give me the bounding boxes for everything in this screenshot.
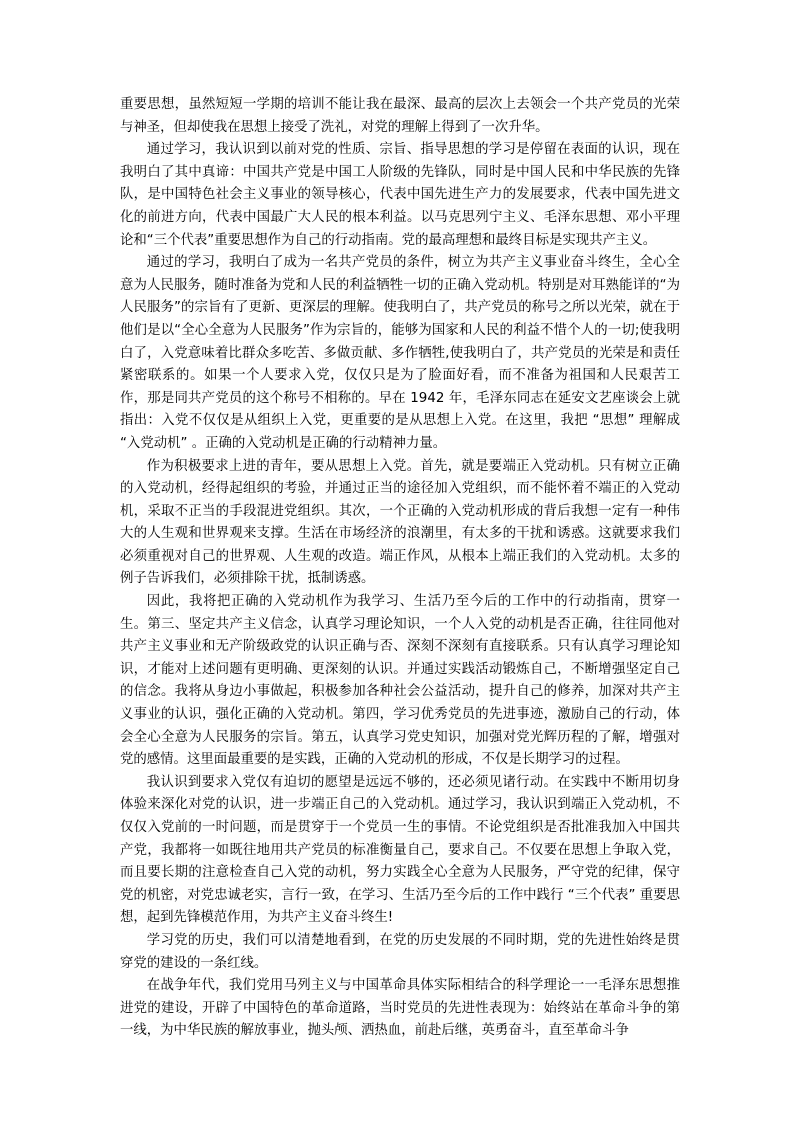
- paragraph: 通过学习，我认识到以前对党的性质、宗旨、指导思想的学习是停留在表面的认识，现在我明白了其中真谛：中国共产党是中国工人阶级的先锋队，同时是中国人民和中华民族的先锋队，是中国特色社会主义事业的领导核心，代表中国先进生产力的发展要求，代表中国先进文化的前进方向，代表中国最广大人民的根本利益。以马克思列宁主义、毛泽东思想、邓小平理论和“三个代表”重要思想作为自己的行动指南。党的最高理想和最终目标是实现共产主义。: [120, 142, 680, 248]
- paragraph: 因此，我将把正确的入党动机作为我学习、生活乃至今后的工作中的行动指南，贯穿一生。第三、坚定共产主义信念，认真学习理论知识，一个人入党的动机是否正确，往往同他对共产主义事业和无产阶级政党的认识正确与否、深刻不深刻有直接联系。只有认真学习理论知识，才能对上述问题有更明确、更深刻的认识。并通过实践活动锻炼自己，不断增强坚定自己的信念。我将从身边小事做起，积极参加各种社会公益活动，提升自己的修养，加深对共产主义事业的认识，强化正确的入党动机。第四，学习优秀党员的先进事迹，激励自己的行动，体会全心全意为人民服务的宗旨。第五，认真学习党史知识，加强对党光辉历程的了解，增强对党的感情。这里面最重要的是实践，正确的入党动机的形成，不仅是长期学习的过程。: [120, 594, 680, 768]
- paragraph: 作为积极要求上进的青年，要从思想上入党。首先，就是要端正入党动机。只有树立正确的入党动机，经得起组织的考验，并通过正当的途径加入党组织，而不能怀着不端正的入党动机，采取不正当的手段混进党组织。其次，一个正确的入党动机形成的背后我想一定有一种伟大的人生观和世界观来支撑。生活在市场经济的浪潮里，有太多的干扰和诱惑。这就要求我们必须重视对自己的世界观、人生观的改造。端正作风，从根本上端正我们的入党动机。太多的例子告诉我们，必须排除干扰，抵制诱惑。: [120, 458, 680, 587]
- document-body: [120, 94, 680, 1043]
- paragraph: 在战争年代，我们党用马列主义与中国革命具体实际相结合的科学理论一一毛泽东思想推进党的建设，开辟了中国特色的革命道路，当时党员的先进性表现为：始终站在革命斗争的第一线，为中华民族的解放事业，抛头颅、洒热血，前赴后继，英勇奋斗，直至革命斗争: [120, 978, 680, 1039]
- paragraph: 我认识到要求入党仅有迫切的愿望是远远不够的，还必须见诸行动。在实践中不断用切身体验来深化对党的认识，进一步端正自己的入党动机。通过学习，我认识到端正入党动机，不仅仅入党前的一时问题，而是贯穿于一个党员一生的事情。不论党组织是否批准我加入中国共产党，我都将一如既往地用共产党员的标准衡量自己，要求自己。不仅要在思想上争取入党，而且要长期的注意检查自己入党的动机，努力实践全心全意为人民服务，严守党的纪律，保守党的机密，对党忠诚老实，言行一致，在学习、生活乃至今后的工作中践行 “三个代表” 重要思想，起到先锋模范作用，为共产主义奋斗终生!: [120, 774, 680, 926]
- paragraph: 重要思想，虽然短短一学期的培训不能让我在最深、最高的层次上去领会一个共产党员的光荣与神圣，但却使我在思想上接受了洗礼，对党的理解上得到了一次升华。: [120, 97, 680, 135]
- paragraph: 通过的学习，我明白了成为一名共产党员的条件，树立为共产主义事业奋斗终生，全心全意为人民服务，随时准备为党和人民的利益牺牲一切的正确入党动机。特别是对耳熟能详的“为人民服务”的宗旨有了更新、更深层的理解。使我明白了，共产党员的称号之所以光荣，就在于他们是以“全心全意为人民服务”作为宗旨的，能够为国家和人民的利益不惜个人的一切;使我明白了，入党意味着比群众多吃苦、多做贡献、多作牺牲,使我明白了，共产党员的光荣是和责任紧密联系的。如果一个人要求入党，仅仅只是为了脸面好看，而不准备为祖国和人民艰苦工作，那是同共产党员的这个称号不相称的。早在 1942 年，毛泽东同志在延安文艺座谈会上就指出：入党不仅仅是从组织上入党，更重要的是从思想上入党。在这里，我把 “思想” 理解成 “入党动机” 。正确的入党动机是正确的行动精神力量。: [120, 255, 680, 451]
- paragraph: 学习党的历史，我们可以清楚地看到，在党的历史发展的不同时期，党的先进性始终是贯穿党的建设的一条红线。: [120, 932, 680, 971]
